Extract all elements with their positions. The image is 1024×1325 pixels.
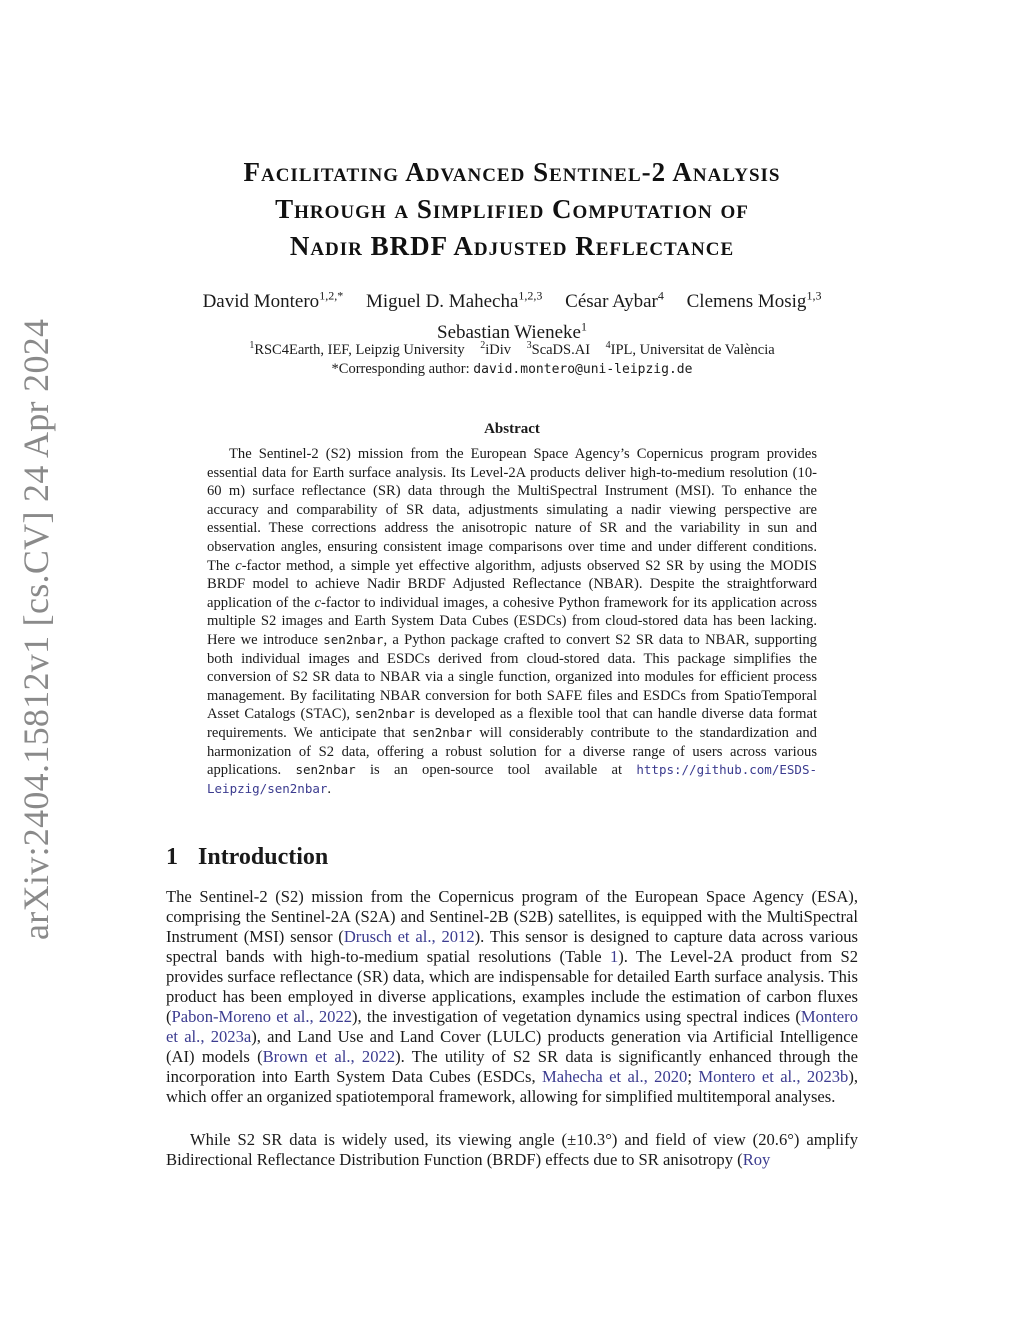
citation-link[interactable]: Montero et al., 2023a <box>166 1007 858 1046</box>
package-name: sen2nbar <box>412 724 473 740</box>
affiliations <box>120 336 904 360</box>
affiliation: $^1$RSC4Earth, IEF, Leipzig University <box>249 340 465 358</box>
affiliation: $^2$iDiv <box>480 340 511 358</box>
package-name: sen2nbar <box>354 706 416 722</box>
paper-title <box>130 154 894 265</box>
affiliation: $^3$ScaDS.AI <box>526 340 591 358</box>
title-line-3: Nadir BRDF Adjusted Reflectance <box>289 231 735 261</box>
section-title: Introduction <box>198 844 329 870</box>
author: Sebastian Wieneke$^1$ <box>437 319 587 343</box>
title-line-1: Facilitating Advanced Sentinel-2 Analysis <box>243 157 781 187</box>
corresponding-author: *Corresponding author: david.montero@uni-leipzig.de <box>331 361 693 377</box>
author: Miguel D. Mahecha$^{1,2,3}$ <box>365 289 543 313</box>
author: Clemens Mosig$^{1,3}$ <box>686 289 822 313</box>
citation-link[interactable]: Pabon-Moreno et al., 2022 <box>171 1007 353 1026</box>
abstract-heading: Abstract <box>484 421 540 437</box>
abstract-body: The Sentinel-2 (S2) mission from the European Space Agency’s Copernicus program provides essential data for Earth surface analysis. Its Level-2A products deliver high-to-medium resolution (10-60 m) surface reflectance (SR) data through the MultiSpectral Instrument (MSI). To enhance the accuracy and comparability of SR data, adjustments simulating a nadir viewing perspective are essential. These corrections address the anisotropic nature of SR and the variability in sun and observation angles, ensuring consistent image comparisons over time and under different conditions. The c-factor method, a simple yet effective algorithm, adjusts observed S2 SR by using the MODIS BRDF model to achieve Nadir BRDF Adjusted Reflectance (NBAR). Despite the straightforward application of the c-factor to individual images, a cohesive Python framework for its application across multiple S2 images and Earth System Data Cubes (ESDCs) from cloud-stored data has been lacking. Here we introduce sen2nbar, a Python package crafted to convert S2 SR data to NBAR, supporting both individual images and ESDCs derived from cloud-stored data. This package simplifies the conversion of S2 SR data to NBAR via a single function, organized into modules for efficient process management. By facilitating NBAR conversion for both SAFE files and ESDCs from SpatioTemporal Asset Catalogs (STAC), sen2nbar is developed as a flexible tool that can handle diverse data format requirements. We anticipate that sen2nbar will considerably contribute to the standardization and harmonization of S2 data, offering a robust solution for a diverse range of users across various applications. sen2nbar is an open-source tool available at https://github.com/ESDS-Leipzig/sen2nbar. <box>207 446 818 797</box>
section-number: 1 <box>166 844 178 870</box>
body-paragraph: While S2 SR data is widely used, its viewing angle (±10.3°) and field of view (20.6°) amplify Bidirectional Reflectance Distribution Function (BRDF) effects due to SR anisotropy (Roy <box>166 1130 858 1169</box>
arxiv-identifier: arXiv:2404.15812v1 [cs.CV] 24 Apr 2024 <box>16 318 56 940</box>
email-link[interactable]: david.montero@uni-leipzig.de <box>473 362 693 377</box>
author-row-1 <box>120 284 904 314</box>
github-link[interactable]: https://github.com/ESDS-Leipzig/sen2nbar <box>207 762 817 796</box>
table-ref-link[interactable]: 1 <box>609 947 619 966</box>
body-paragraph: The Sentinel-2 (S2) mission from the Copernicus program of the European Space Agency (ESA), comprising the Sentinel-2A (S2A) and Sentinel-2B (S2B) satellites, is equipped with the MultiSpectral Instrument (MSI) sensor (Drusch et al., 2012). This sensor is designed to capture data across various spectral bands with high-to-medium spatial resolutions (Table 1). The Level-2A product from S2 provides surface reflectance (SR) data, which are indispensable for detailed Earth surface analysis. This product has been employed in diverse applications, examples include the estimation of carbon fluxes (Pabon-Moreno et al., 2022), the investigation of vegetation dynamics using spectral indices (Montero et al., 2023a), and Land Use and Land Cover (LULC) products generation via Artificial Intelligence (AI) models (Brown et al., 2022). The utility of S2 SR data is significantly enhanced through the incorporation into Earth System Data Cubes (ESDCs, Mahecha et al., 2020; Montero et al., 2023b), which offer an organized spatiotemporal framework, allowing for simplified multitemporal analyses. <box>166 887 859 1106</box>
affiliation: $^4$IPL, Universitat de València <box>605 340 775 358</box>
citation-link[interactable]: Brown et al., 2022 <box>262 1047 396 1066</box>
title-line-2: Through a Simplified Computation of <box>275 194 749 224</box>
author: César Aybar$^4$ <box>565 289 664 313</box>
citation-link[interactable]: Drusch et al., 2012 <box>343 927 475 946</box>
citation-link[interactable]: Roy <box>742 1150 771 1169</box>
citation-link[interactable]: Montero et al., 2023b <box>698 1067 849 1086</box>
package-name: sen2nbar <box>323 631 384 647</box>
citation-link[interactable]: Mahecha et al., 2020 <box>541 1067 688 1086</box>
package-name: sen2nbar <box>295 762 356 778</box>
author: David Montero$^{1,2,*}$ <box>202 289 344 313</box>
section-heading <box>166 844 328 871</box>
